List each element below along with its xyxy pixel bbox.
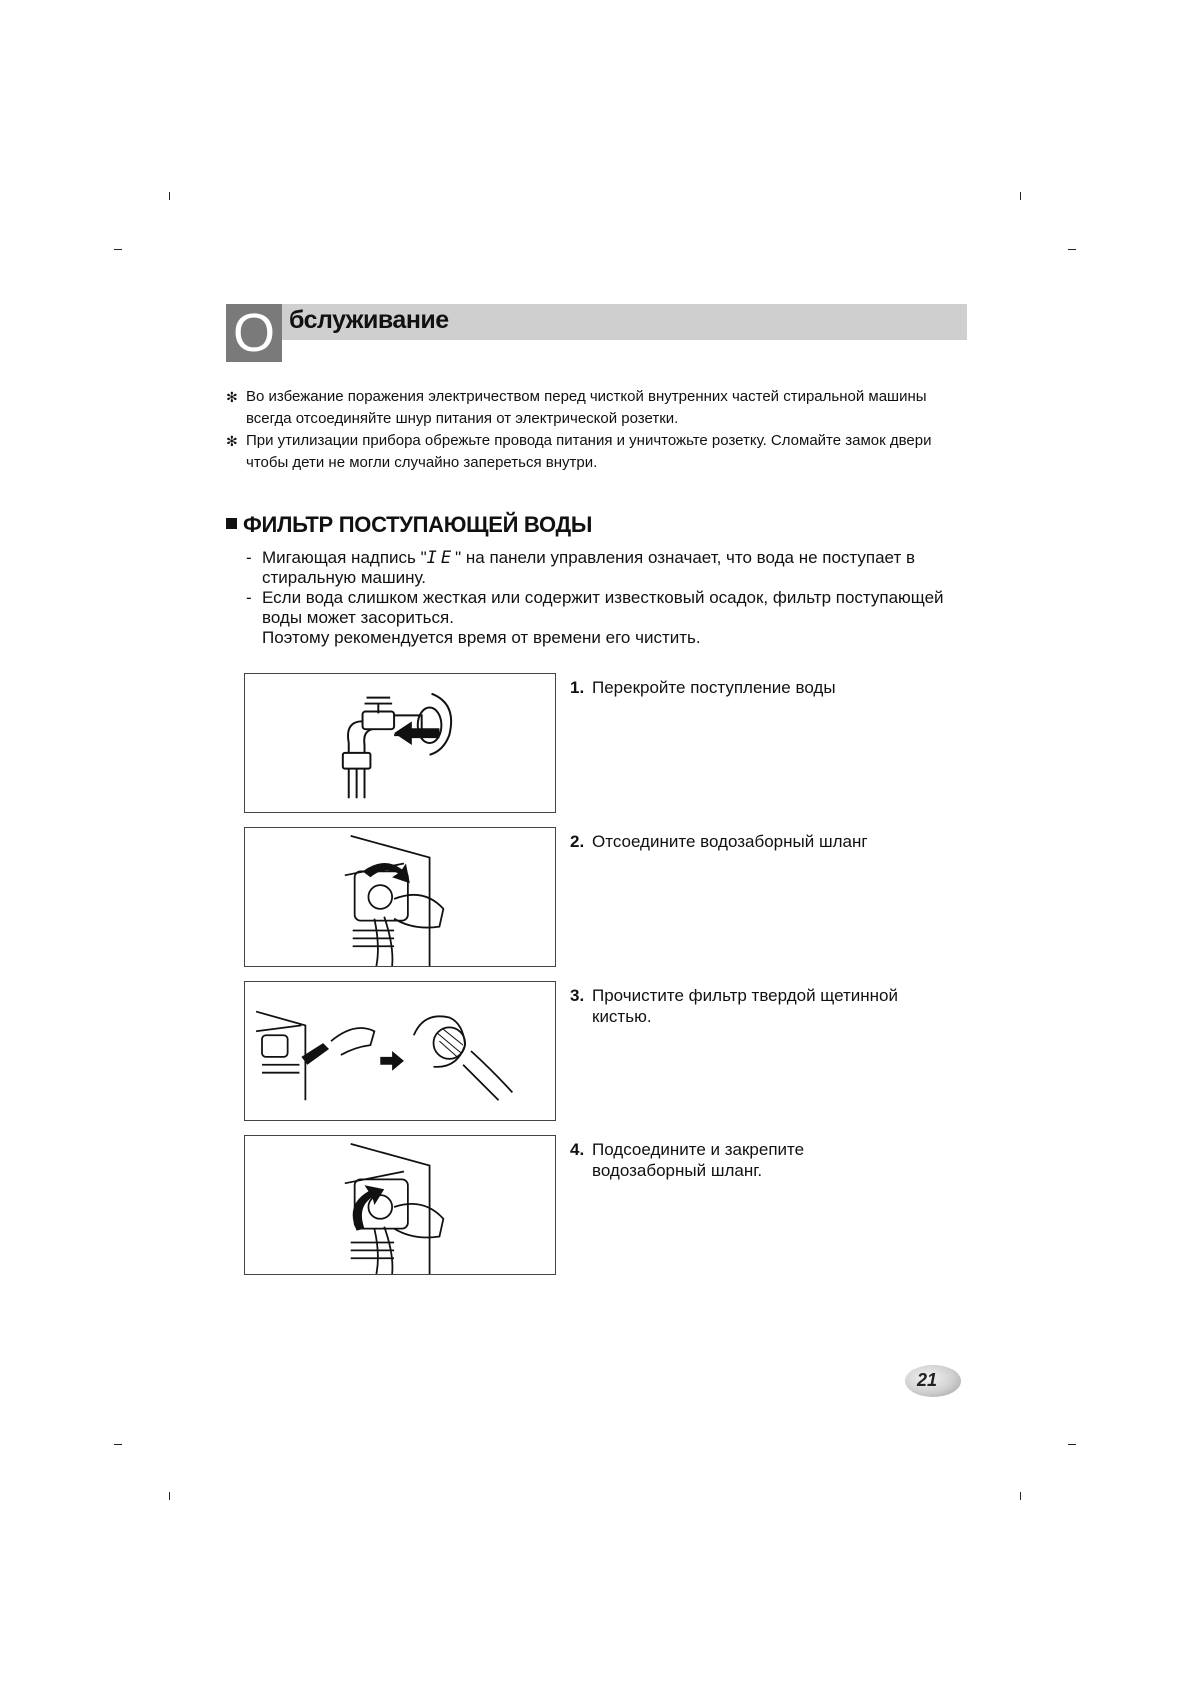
hose-disconnect-illustration (245, 828, 555, 966)
step-instruction: Подсоедините и закрепите водозаборный шланг. (592, 1140, 805, 1180)
step-instruction: Отсоедините водозаборный шланг (592, 832, 868, 851)
step-number: 1. (570, 678, 585, 697)
intro-text: " на панели управления означает, что вода не поступает в стиральную машину. (262, 548, 915, 587)
step-2 (570, 831, 910, 852)
header-initial-letter: О (226, 304, 282, 362)
crop-mark (169, 1492, 170, 1500)
section-heading (226, 512, 592, 538)
crop-mark (169, 192, 170, 200)
faucet-illustration (245, 674, 555, 812)
bullet-square-icon (226, 518, 237, 529)
intro-item (246, 548, 946, 588)
safety-note (226, 430, 966, 474)
crop-mark (1068, 249, 1076, 250)
intro-text: Если вода слишком жесткая или содержит известковый осадок, фильтр поступающей воды может засориться. (262, 588, 944, 627)
step-3-illustration (244, 981, 556, 1121)
intro-text: Мигающая надпись " (262, 548, 427, 567)
safety-note (226, 386, 966, 430)
step-2-illustration (244, 827, 556, 967)
step-3 (570, 985, 910, 1027)
step-1-illustration (244, 673, 556, 813)
intro-item (246, 588, 946, 628)
step-1 (570, 677, 910, 698)
safety-note-text: Во избежание поражения электричеством перед чисткой внутренних частей стиральной машины всегда отсоединяйте шнур питания от электрической розетки. (246, 388, 927, 427)
crop-mark (1020, 192, 1021, 200)
step-number: 2. (570, 832, 585, 851)
asterisk-icon: ✻ (226, 389, 238, 405)
dash-bullet: - (246, 588, 252, 607)
step-4-illustration (244, 1135, 556, 1275)
crop-mark (1020, 1492, 1021, 1500)
safety-note-text: При утилизации прибора обрежьте провода питания и уничтожьте розетку. Сломайте замок двери чтобы дети не могли случайно запереться внутри. (246, 432, 932, 471)
page-number: 21 (917, 1370, 938, 1390)
page-header (226, 304, 967, 362)
crop-mark (1068, 1444, 1076, 1445)
section-title: ФИЛЬТР ПОСТУПАЮЩЕЙ ВОДЫ (243, 512, 593, 537)
hose-reconnect-illustration (245, 1136, 555, 1274)
error-code-display: IE (426, 548, 456, 568)
step-4 (570, 1139, 910, 1181)
safety-notes (226, 386, 966, 474)
step-instruction: Прочистите фильтр твердой щетинной кистью. (592, 986, 898, 1026)
crop-mark (114, 249, 122, 250)
step-instruction: Перекройте поступление воды (592, 678, 836, 697)
dash-bullet: - (246, 548, 252, 567)
intro-recommendation: Поэтому рекомендуется время от времени его чистить. (262, 628, 701, 647)
crop-mark (114, 1444, 122, 1445)
asterisk-icon: ✻ (226, 433, 238, 449)
page-number-badge (905, 1365, 965, 1397)
intro-list (246, 548, 946, 648)
filter-cleaning-illustration (245, 982, 555, 1120)
step-number: 3. (570, 986, 585, 1005)
page-title: бслуживание (289, 306, 449, 334)
step-number: 4. (570, 1140, 585, 1159)
